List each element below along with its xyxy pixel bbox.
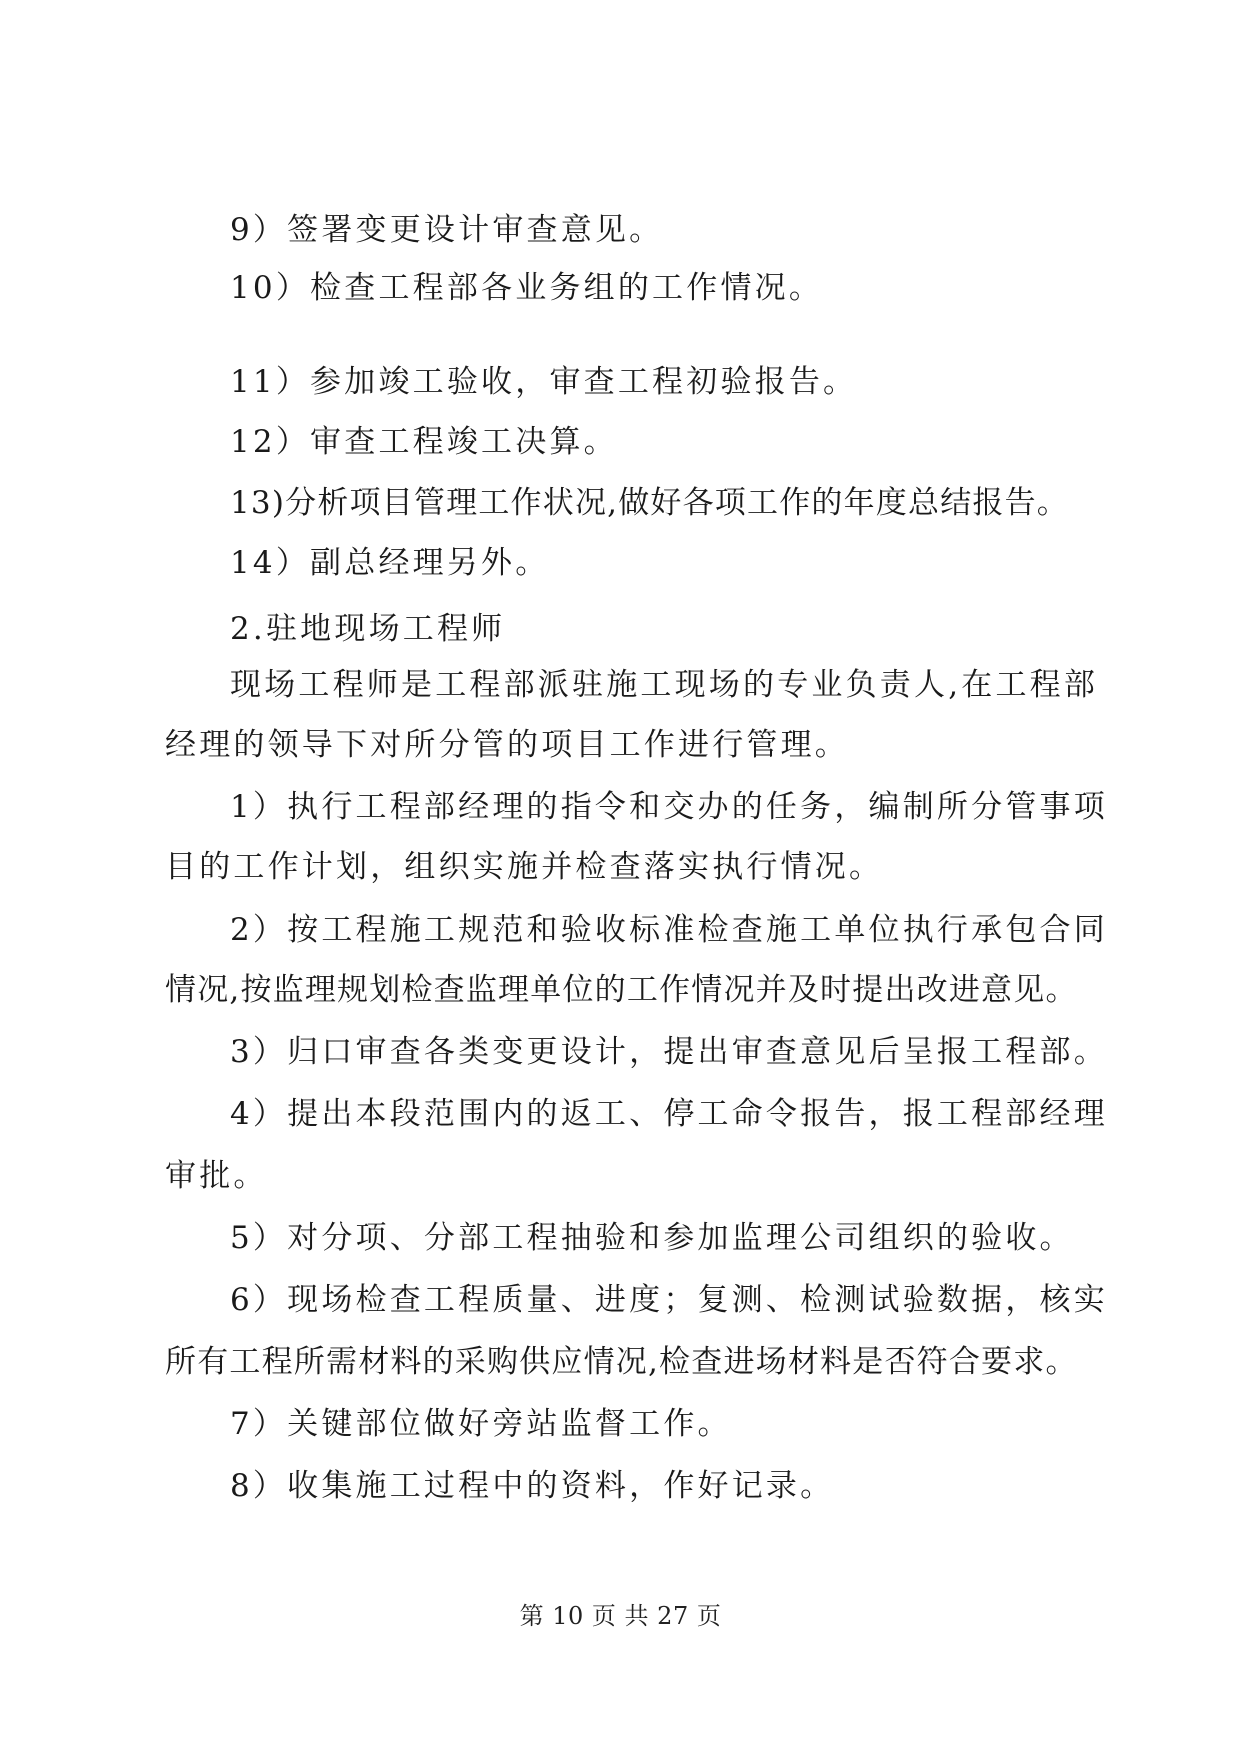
paragraph-line: 14）副总经理另外。 xyxy=(230,545,550,581)
paragraph-line: 所有工程所需材料的采购供应情况,检查进场材料是否符合要求。 xyxy=(165,1344,1078,1380)
paragraph-line: 审批。 xyxy=(165,1158,268,1194)
paragraph-line: 3）归口审查各类变更设计，提出审查意见后呈报工程部。 xyxy=(230,1034,1108,1070)
paragraph-line: 4）提出本段范围内的返工、停工命令报告，报工程部经理 xyxy=(230,1096,1108,1132)
paragraph-line: 经理的领导下对所分管的项目工作进行管理。 xyxy=(165,727,849,763)
paragraph-line: 现场工程师是工程部派驻施工现场的专业负责人,在工程部 xyxy=(230,667,1099,703)
paragraph-line: 5）对分项、分部工程抽验和参加监理公司组织的验收。 xyxy=(230,1220,1074,1256)
paragraph-line: 9）签署变更设计审查意见。 xyxy=(230,212,664,248)
page-number-footer: 第 10 页 共 27 页 xyxy=(519,1602,722,1630)
paragraph-line: 1）执行工程部经理的指令和交办的任务，编制所分管事项 xyxy=(230,789,1108,825)
paragraph-line: 情况,按监理规划检查监理单位的工作情况并及时提出改进意见。 xyxy=(165,972,1078,1008)
paragraph-line: 6）现场检查工程质量、进度；复测、检测试验数据，核实 xyxy=(230,1282,1108,1318)
paragraph-line: 2）按工程施工规范和验收标准检查施工单位执行承包合同 xyxy=(230,912,1108,948)
paragraph-line: 11）参加竣工验收，审查工程初验报告。 xyxy=(230,364,858,400)
paragraph-line: 7）关键部位做好旁站监督工作。 xyxy=(230,1406,732,1442)
paragraph-line: 目的工作计划，组织实施并检查落实执行情况。 xyxy=(165,849,884,885)
paragraph-line: 10）检查工程部各业务组的工作情况。 xyxy=(230,270,824,306)
paragraph-line: 8）收集施工过程中的资料，作好记录。 xyxy=(230,1468,835,1504)
paragraph-line: 12）审查工程竣工决算。 xyxy=(230,424,618,460)
paragraph-line: 13)分析项目管理工作状况,做好各项工作的年度总结报告。 xyxy=(230,485,1069,521)
section-heading: 2.驻地现场工程师 xyxy=(230,611,506,647)
